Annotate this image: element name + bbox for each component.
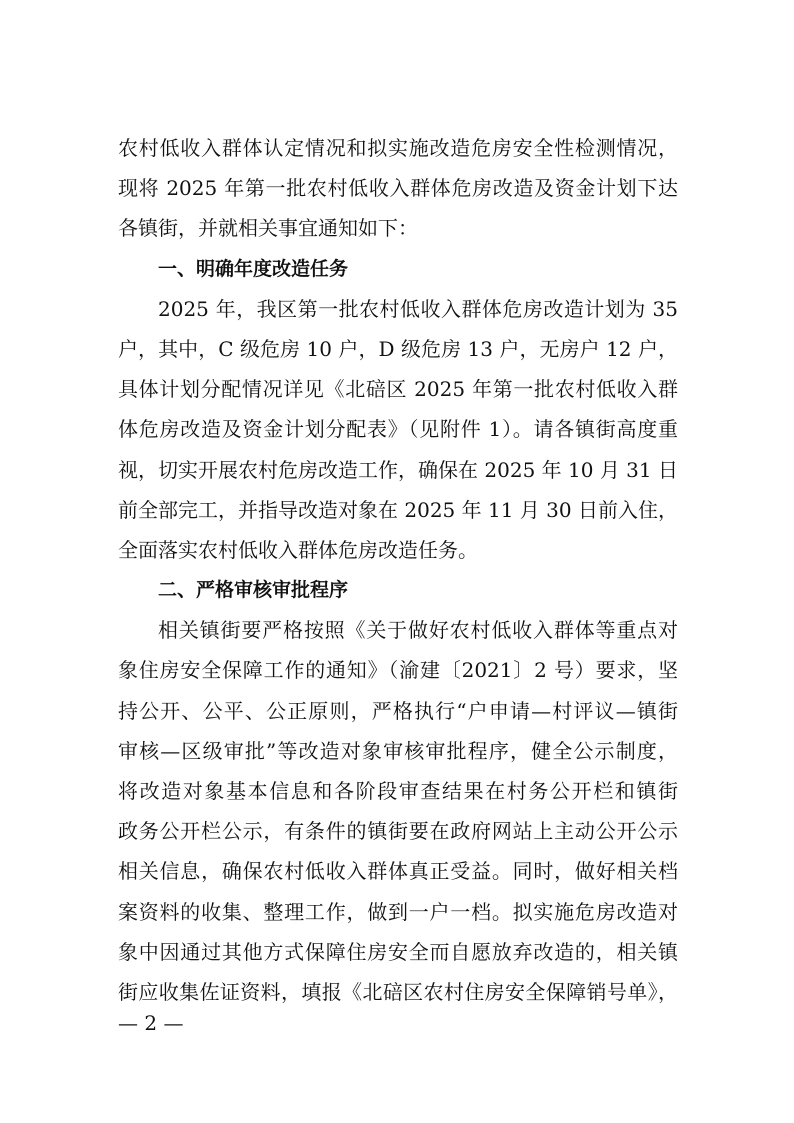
body-line: 现将 2025 年第一批农村低收入群体危房改造及资金计划下达 [118, 176, 678, 201]
body-line: 具体计划分配情况详见《北碚区 2025 年第一批农村低收入群 [118, 377, 678, 402]
body-line: 街应收集佐证资料，填报《北碚区农村住房安全保障销号单》， [118, 979, 678, 1004]
body-line: 体危房改造及资金计划分配表》（见附件 1）。请各镇街高度重 [118, 417, 678, 442]
body-line: 持公开、公平、公正原则，严格执行“户申请—村评议—镇街 [118, 698, 678, 723]
body-line: 象中因通过其他方式保障住房安全而自愿放弃改造的，相关镇 [118, 939, 678, 964]
body-line: 前全部完工，并指导改造对象在 2025 年 11 月 30 日前入住， [118, 497, 678, 522]
body-line: 政务公开栏公示，有条件的镇街要在政府网站上主动公开公示 [118, 819, 678, 844]
body-line: 户，其中，C 级危房 10 户，D 级危房 13 户，无房户 12 户， [118, 336, 678, 361]
body-line: 农村低收入群体认定情况和拟实施改造危房安全性检测情况， [118, 136, 678, 160]
body-line: 审核—区级审批”等改造对象审核审批程序，健全公示制度， [118, 738, 678, 763]
body-line: 将改造对象基本信息和各阶段审查结果在村务公开栏和镇街 [118, 779, 678, 803]
body-line: 视，切实开展农村危房改造工作，确保在 2025 年 10 月 31 日 [118, 457, 678, 482]
body-line: 2025 年，我区第一批农村低收入群体危房改造计划为 35 [158, 296, 678, 321]
section-heading-2: 二、严格审核审批程序 [158, 579, 349, 602]
body-line: 相关信息，确保农村低收入群体真正受益。同时，做好相关档 [118, 859, 678, 884]
document-body [118, 128, 678, 1012]
body-line: 全面落实农村低收入群体危房改造任务。 [118, 537, 478, 562]
body-line: 相关镇街要严格按照《关于做好农村低收入群体等重点对 [158, 618, 678, 643]
section-heading-1: 一、明确年度改造任务 [158, 257, 349, 280]
body-line: 象住房安全保障工作的通知》（渝建〔2021〕2 号）要求，坚 [118, 658, 678, 683]
page-number: — 2 — [118, 1011, 184, 1035]
body-line: 案资料的收集、整理工作，做到一户一档。拟实施危房改造对 [118, 899, 678, 924]
body-line: 各镇街，并就相关事宜通知如下： [118, 216, 418, 241]
